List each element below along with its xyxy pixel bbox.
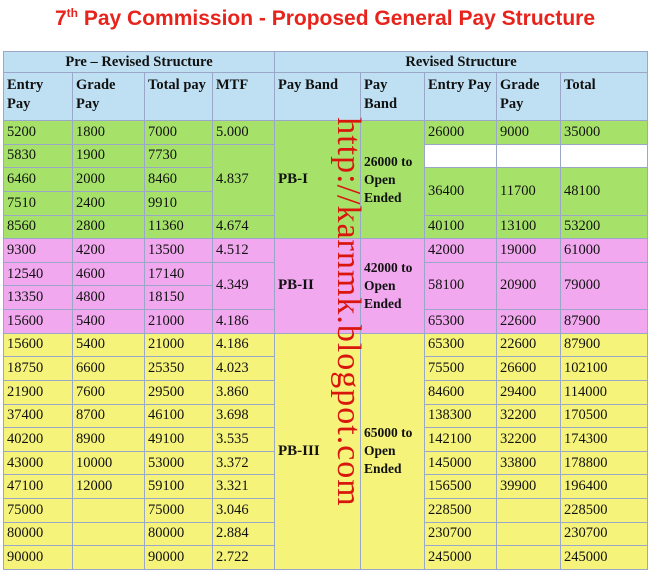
grade-pay-cell bbox=[73, 522, 145, 546]
header-row-groups bbox=[4, 52, 648, 73]
entry-pay-cell: 5200 bbox=[4, 121, 73, 145]
pay-band-pb3: PB-III bbox=[275, 333, 361, 569]
empty-cell bbox=[497, 144, 561, 168]
grade-pay-cell: 8900 bbox=[73, 428, 145, 452]
revised-entry-cell: 145000 bbox=[425, 451, 497, 475]
mtf-cell: 3.046 bbox=[213, 499, 275, 523]
column-header: Entry Pay bbox=[4, 73, 73, 121]
revised-grade-cell: 32200 bbox=[497, 404, 561, 428]
entry-pay-cell: 12540 bbox=[4, 262, 73, 286]
grade-pay-cell bbox=[73, 546, 145, 570]
total-pay-cell: 29500 bbox=[145, 380, 213, 404]
column-header: Grade Pay bbox=[497, 73, 561, 121]
total-pay-cell: 49100 bbox=[145, 428, 213, 452]
mtf-cell: 4.186 bbox=[213, 310, 275, 334]
grade-pay-cell: 12000 bbox=[73, 475, 145, 499]
revised-grade-cell: 39900 bbox=[497, 475, 561, 499]
revised-entry-cell: 245000 bbox=[425, 546, 497, 570]
entry-pay-cell: 37400 bbox=[4, 404, 73, 428]
entry-pay-cell: 8560 bbox=[4, 215, 73, 239]
mtf-cell: 3.698 bbox=[213, 404, 275, 428]
revised-grade-cell bbox=[497, 499, 561, 523]
pre-revised-header: Pre – Revised Structure bbox=[4, 52, 275, 73]
grade-pay-cell: 2400 bbox=[73, 191, 145, 215]
revised-entry-cell: 40100 bbox=[425, 215, 497, 239]
revised-grade-cell: 20900 bbox=[497, 262, 561, 309]
revised-grade-cell: 29400 bbox=[497, 380, 561, 404]
mtf-cell: 2.722 bbox=[213, 546, 275, 570]
revised-entry-cell: 228500 bbox=[425, 499, 497, 523]
revised-total-cell: 48100 bbox=[561, 168, 648, 215]
revised-entry-cell: 58100 bbox=[425, 262, 497, 309]
revised-grade-cell: 33800 bbox=[497, 451, 561, 475]
mtf-cell: 4.186 bbox=[213, 333, 275, 357]
revised-total-cell: 230700 bbox=[561, 522, 648, 546]
grade-pay-cell: 7600 bbox=[73, 380, 145, 404]
grade-pay-cell: 1900 bbox=[73, 144, 145, 168]
pay-band-range-pb3: 65000 to Open Ended bbox=[361, 333, 425, 569]
revised-total-cell: 196400 bbox=[561, 475, 648, 499]
column-header: Entry Pay bbox=[425, 73, 497, 121]
total-pay-cell: 18150 bbox=[145, 286, 213, 310]
grade-pay-cell: 5400 bbox=[73, 333, 145, 357]
entry-pay-cell: 6460 bbox=[4, 168, 73, 192]
entry-pay-cell: 5830 bbox=[4, 144, 73, 168]
column-header: Pay Band bbox=[275, 73, 361, 121]
revised-grade-cell: 22600 bbox=[497, 310, 561, 334]
revised-total-cell: 35000 bbox=[561, 121, 648, 145]
revised-grade-cell: 13100 bbox=[497, 215, 561, 239]
entry-pay-cell: 18750 bbox=[4, 357, 73, 381]
column-header: Total bbox=[561, 73, 648, 121]
revised-total-cell: 178800 bbox=[561, 451, 648, 475]
revised-entry-cell: 230700 bbox=[425, 522, 497, 546]
mtf-cell: 4.674 bbox=[213, 215, 275, 239]
table-row bbox=[4, 239, 648, 263]
mtf-cell: 2.884 bbox=[213, 522, 275, 546]
total-pay-cell: 59100 bbox=[145, 475, 213, 499]
total-pay-cell: 75000 bbox=[145, 499, 213, 523]
pay-band-pb2: PB-II bbox=[275, 239, 361, 334]
grade-pay-cell: 5400 bbox=[73, 310, 145, 334]
revised-total-cell: 170500 bbox=[561, 404, 648, 428]
mtf-cell: 4.023 bbox=[213, 357, 275, 381]
revised-entry-cell: 36400 bbox=[425, 168, 497, 215]
entry-pay-cell: 47100 bbox=[4, 475, 73, 499]
grade-pay-cell: 4600 bbox=[73, 262, 145, 286]
revised-total-cell: 102100 bbox=[561, 357, 648, 381]
revised-entry-cell: 142100 bbox=[425, 428, 497, 452]
revised-total-cell: 87900 bbox=[561, 333, 648, 357]
total-pay-cell: 7000 bbox=[145, 121, 213, 145]
total-pay-cell: 13500 bbox=[145, 239, 213, 263]
revised-entry-cell: 65300 bbox=[425, 333, 497, 357]
mtf-cell: 4.349 bbox=[213, 262, 275, 309]
mtf-cell: 4.512 bbox=[213, 239, 275, 263]
revised-entry-cell: 84600 bbox=[425, 380, 497, 404]
mtf-cell: 5.000 bbox=[213, 121, 275, 145]
total-pay-cell: 53000 bbox=[145, 451, 213, 475]
mtf-cell: 4.837 bbox=[213, 144, 275, 215]
grade-pay-cell: 4800 bbox=[73, 286, 145, 310]
revised-entry-cell: 26000 bbox=[425, 121, 497, 145]
page-title: 7th Pay Commission - Proposed General Pay Structure bbox=[54, 6, 595, 30]
total-pay-cell: 21000 bbox=[145, 310, 213, 334]
empty-cell bbox=[561, 144, 648, 168]
revised-entry-cell: 42000 bbox=[425, 239, 497, 263]
entry-pay-cell: 43000 bbox=[4, 451, 73, 475]
revised-grade-cell bbox=[497, 546, 561, 570]
revised-grade-cell: 19000 bbox=[497, 239, 561, 263]
pay-structure-table bbox=[3, 51, 648, 570]
revised-grade-cell: 22600 bbox=[497, 333, 561, 357]
revised-grade-cell bbox=[497, 522, 561, 546]
entry-pay-cell: 15600 bbox=[4, 310, 73, 334]
column-header: MTF bbox=[213, 73, 275, 121]
table-row bbox=[4, 333, 648, 357]
mtf-cell: 3.321 bbox=[213, 475, 275, 499]
grade-pay-cell: 10000 bbox=[73, 451, 145, 475]
revised-total-cell: 87900 bbox=[561, 310, 648, 334]
revised-header: Revised Structure bbox=[275, 52, 648, 73]
column-header: Pay Band bbox=[361, 73, 425, 121]
mtf-cell: 3.372 bbox=[213, 451, 275, 475]
revised-total-cell: 114000 bbox=[561, 380, 648, 404]
column-header: Grade Pay bbox=[73, 73, 145, 121]
entry-pay-cell: 80000 bbox=[4, 522, 73, 546]
total-pay-cell: 11360 bbox=[145, 215, 213, 239]
revised-grade-cell: 32200 bbox=[497, 428, 561, 452]
revised-entry-cell: 65300 bbox=[425, 310, 497, 334]
grade-pay-cell: 2800 bbox=[73, 215, 145, 239]
entry-pay-cell: 7510 bbox=[4, 191, 73, 215]
total-pay-cell: 17140 bbox=[145, 262, 213, 286]
total-pay-cell: 8460 bbox=[145, 168, 213, 192]
entry-pay-cell: 75000 bbox=[4, 499, 73, 523]
grade-pay-cell: 2000 bbox=[73, 168, 145, 192]
grade-pay-cell: 6600 bbox=[73, 357, 145, 381]
grade-pay-cell: 1800 bbox=[73, 121, 145, 145]
pay-band-pb1: PB-I bbox=[275, 121, 361, 239]
total-pay-cell: 7730 bbox=[145, 144, 213, 168]
revised-entry-cell: 156500 bbox=[425, 475, 497, 499]
grade-pay-cell: 4200 bbox=[73, 239, 145, 263]
revised-total-cell: 228500 bbox=[561, 499, 648, 523]
revised-grade-cell: 26600 bbox=[497, 357, 561, 381]
total-pay-cell: 80000 bbox=[145, 522, 213, 546]
revised-grade-cell: 9000 bbox=[497, 121, 561, 145]
revised-total-cell: 79000 bbox=[561, 262, 648, 309]
empty-cell bbox=[425, 144, 497, 168]
entry-pay-cell: 13350 bbox=[4, 286, 73, 310]
entry-pay-cell: 40200 bbox=[4, 428, 73, 452]
total-pay-cell: 46100 bbox=[145, 404, 213, 428]
revised-total-cell: 245000 bbox=[561, 546, 648, 570]
total-pay-cell: 21000 bbox=[145, 333, 213, 357]
grade-pay-cell bbox=[73, 499, 145, 523]
pay-band-range-pb2: 42000 to Open Ended bbox=[361, 239, 425, 334]
entry-pay-cell: 90000 bbox=[4, 546, 73, 570]
total-pay-cell: 25350 bbox=[145, 357, 213, 381]
revised-total-cell: 61000 bbox=[561, 239, 648, 263]
table-row bbox=[4, 121, 648, 145]
watermark-text: http://karnmk.blogpot.com bbox=[330, 117, 367, 507]
revised-grade-cell: 11700 bbox=[497, 168, 561, 215]
pay-band-range-pb1: 26000 to Open Ended bbox=[361, 121, 425, 239]
revised-entry-cell: 75500 bbox=[425, 357, 497, 381]
column-header: Total pay bbox=[145, 73, 213, 121]
header-row-columns bbox=[4, 73, 648, 121]
total-pay-cell: 90000 bbox=[145, 546, 213, 570]
entry-pay-cell: 9300 bbox=[4, 239, 73, 263]
revised-total-cell: 174300 bbox=[561, 428, 648, 452]
total-pay-cell: 9910 bbox=[145, 191, 213, 215]
mtf-cell: 3.860 bbox=[213, 380, 275, 404]
mtf-cell: 3.535 bbox=[213, 428, 275, 452]
revised-entry-cell: 138300 bbox=[425, 404, 497, 428]
entry-pay-cell: 15600 bbox=[4, 333, 73, 357]
entry-pay-cell: 21900 bbox=[4, 380, 73, 404]
grade-pay-cell: 8700 bbox=[73, 404, 145, 428]
revised-total-cell: 53200 bbox=[561, 215, 648, 239]
